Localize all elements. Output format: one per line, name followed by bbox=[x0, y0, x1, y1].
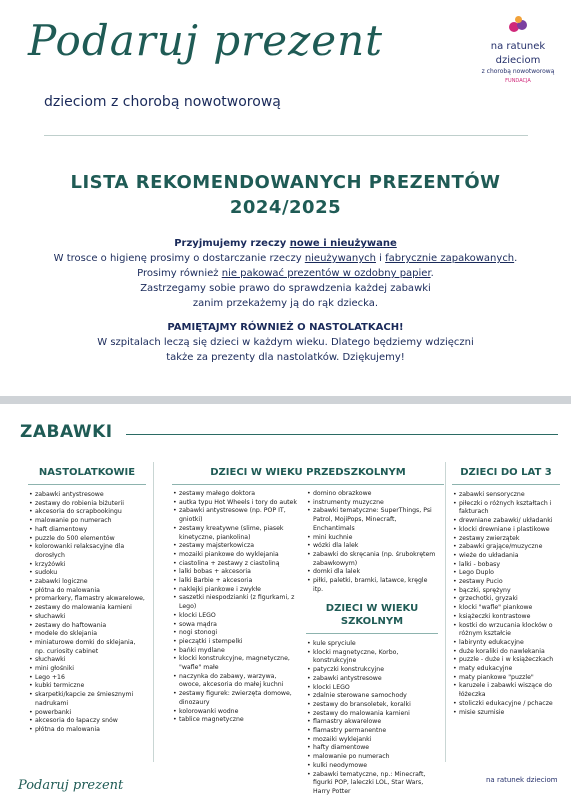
list-item: • kolorowanki relaksacyjne dla dorosłych bbox=[28, 543, 146, 560]
list-item: • lalki Barbie + akcesoria bbox=[172, 577, 298, 586]
list-item: • autka typu Hot Wheels i tory do autek bbox=[172, 499, 298, 508]
list-item: • klocki LEGO bbox=[306, 684, 438, 693]
list-teens bbox=[28, 491, 146, 735]
list-item: • domki dla lalek bbox=[306, 568, 438, 577]
list-school bbox=[306, 640, 438, 797]
list-item: • płótna do malowania bbox=[28, 726, 146, 735]
list-item: • sudoku bbox=[28, 569, 146, 578]
hygiene-underlined-1: nieużywanych bbox=[304, 253, 376, 264]
column-separator bbox=[445, 462, 446, 762]
list-under3 bbox=[452, 491, 560, 717]
subtitle: dzieciom z chorobą nowotworową bbox=[44, 94, 281, 110]
reserve-line-2: zanim przekażemy ją do rąk dziecka. bbox=[192, 298, 379, 309]
logo-text-1: na ratunek bbox=[490, 41, 546, 52]
list-item: • kostki do wrzucania klocków o różnym kształcie bbox=[452, 622, 560, 639]
list-item: • kolorowanki wodne bbox=[172, 708, 298, 717]
list-item: • klocki "wafle" piankowe bbox=[452, 604, 560, 613]
list-item: • bańki mydlane bbox=[172, 647, 298, 656]
main-title-line2: 2024/2025 bbox=[229, 197, 342, 218]
list-item: • malowanie po numerach bbox=[28, 517, 146, 526]
list-item: • akcesoria do scrapbookingu bbox=[28, 508, 146, 517]
logo-text-2: dzieciom bbox=[495, 55, 541, 66]
list-item: • zestawy do malowania kamieni bbox=[28, 604, 146, 613]
list-item: • kubki termiczne bbox=[28, 682, 146, 691]
list-item: • skarpetki/kapcie ze śmiesznymi nadrukami bbox=[28, 691, 146, 708]
list-preschool-b bbox=[306, 490, 438, 594]
column-divider bbox=[28, 484, 146, 485]
logo-text-3: z chorobą nowotworową bbox=[481, 68, 555, 75]
column-divider bbox=[452, 484, 560, 485]
list-item: • saszetki niespodzianki (z figurkami, z Lego) bbox=[172, 594, 298, 611]
list-item: • zestawy kreatywne (slime, piasek kinetyczne, piankolina) bbox=[172, 525, 298, 542]
column-teens bbox=[28, 466, 146, 735]
list-item: • lalki bobas + akcesoria bbox=[172, 568, 298, 577]
list-item: • lalki - bobasy bbox=[452, 561, 560, 570]
hygiene-line bbox=[0, 251, 571, 266]
list-item: • klocki magnetyczne, Korbo, konstrukcyjne bbox=[306, 649, 438, 666]
logo-text-4: FUNDACJA bbox=[505, 78, 531, 84]
list-item: • tablice magnetyczne bbox=[172, 716, 298, 725]
list-item: • zdalnie sterowane samochody bbox=[306, 692, 438, 701]
hygiene-mid: i bbox=[375, 253, 386, 264]
pack-prefix: Prosimy również bbox=[137, 268, 222, 279]
list-item: • akcesoria do łapaczy snów bbox=[28, 717, 146, 726]
column-title-school-1: DZIECI W WIEKU bbox=[325, 603, 419, 614]
hygiene-underlined-2: fabrycznie zapakowanych bbox=[385, 253, 515, 264]
column-separator bbox=[153, 462, 154, 762]
list-item: • piłeczki o różnych kształtach i fakturach bbox=[452, 500, 560, 517]
teen-heading: PAMIĘTAJMY RÓWNIEŻ O NASTOLATKACH! bbox=[167, 322, 404, 333]
list-item: • karuzele i zabawki wiszące do łóżeczka bbox=[452, 682, 560, 699]
list-item: • słuchawki bbox=[28, 613, 146, 622]
list-item: • słuchawki bbox=[28, 656, 146, 665]
list-item: • modele do sklejania bbox=[28, 630, 146, 639]
list-item: • hafty diamentowe bbox=[306, 744, 438, 753]
list-item: • wózki dla lalek bbox=[306, 542, 438, 551]
list-item: • zabawki do skręcania (np. śrubokrętem zabawkowym) bbox=[306, 551, 438, 568]
list-item: • puzzle - duże i w książeczkach bbox=[452, 656, 560, 665]
column-title-under3: DZIECI DO LAT 3 bbox=[460, 467, 552, 478]
list-item: • zabawki sensoryczne bbox=[452, 491, 560, 500]
list-item: • Lego +16 bbox=[28, 674, 146, 683]
list-item: • domino obrazkowe bbox=[306, 490, 438, 499]
list-item: • kulki neodymowe bbox=[306, 762, 438, 771]
list-item: • nogi stonogi bbox=[172, 629, 298, 638]
list-item: • flamastry akwarelowe bbox=[306, 718, 438, 727]
column-title-preschool: DZIECI W WIEKU PRZEDSZKOLNYM bbox=[210, 467, 406, 478]
list-item: • zestawy do haftowania bbox=[28, 622, 146, 631]
list-item: • maty piankowe "puzzle" bbox=[452, 674, 560, 683]
section-title: ZABAWKI bbox=[20, 422, 113, 442]
hygiene-prefix: W trosce o higienę prosimy o dostarczanie rzeczy bbox=[53, 253, 305, 264]
list-item: • ciastolina + zestawy z ciastoliną bbox=[172, 560, 298, 569]
foundation-logo bbox=[478, 16, 558, 84]
list-item: • zabawki grające/muzyczne bbox=[452, 543, 560, 552]
pack-underlined: nie pakować prezentów w ozdobny papier bbox=[221, 268, 431, 279]
list-item: • malowanie po numerach bbox=[306, 753, 438, 762]
list-item: • zestawy do robienia biżuterii bbox=[28, 500, 146, 509]
list-item: • flamastry permanentne bbox=[306, 727, 438, 736]
accept-prefix: Przyjmujemy rzeczy bbox=[174, 238, 290, 249]
footer-script-logo: Podaruj prezent bbox=[18, 778, 124, 793]
list-item: • książeczki kontrastowe bbox=[452, 613, 560, 622]
list-item: • Lego Duplo bbox=[452, 569, 560, 578]
list-item: • mini kuchnie bbox=[306, 534, 438, 543]
list-item: • misie szumisie bbox=[452, 709, 560, 718]
main-title bbox=[0, 170, 571, 220]
list-item: • stoliczki edukacyjne / pchacze bbox=[452, 700, 560, 709]
hygiene-end: . bbox=[514, 253, 518, 264]
list-item: • promarkery, flamastry akwarelowe, bbox=[28, 595, 146, 604]
list-item: • naczynka do zabawy, warzywa, owoce, akcesoria do małej kuchni bbox=[172, 673, 298, 690]
accept-line bbox=[0, 236, 571, 251]
list-item: • duże koraliki do nawlekania bbox=[452, 648, 560, 657]
list-item: • drewniane zabawki/ układanki bbox=[452, 517, 560, 526]
list-item: • sowa mądra bbox=[172, 621, 298, 630]
column-title-school-2: SZKOLNYM bbox=[340, 616, 404, 627]
reserve-line-1: Zastrzegamy sobie prawo do sprawdzenia każdej zabawki bbox=[140, 283, 431, 294]
list-item: • pieczątki i stempelki bbox=[172, 638, 298, 647]
column-divider bbox=[172, 484, 444, 485]
column-preschool-header bbox=[172, 466, 444, 491]
divider bbox=[44, 135, 528, 136]
list-item: • zestawy małego doktora bbox=[172, 490, 298, 499]
column-divider bbox=[306, 633, 438, 634]
list-preschool-a bbox=[172, 490, 298, 725]
list-item: • patyczki konstrukcyjne bbox=[306, 666, 438, 675]
pack-end: . bbox=[430, 268, 434, 279]
list-item: • powerbanki bbox=[28, 709, 146, 718]
list-item: • miniaturowe domki do sklejania, np. curiosity cabinet bbox=[28, 639, 146, 656]
logo-heart-icon bbox=[507, 16, 529, 38]
list-item: • zabawki antystresowe bbox=[306, 675, 438, 684]
footer-foundation-logo: na ratunek dzieciom bbox=[486, 776, 558, 784]
column-title-teens: NASTOLATKOWIE bbox=[38, 467, 136, 478]
list-item: • zabawki tematyczne: SuperThings, Psi Patrol, MojiPops, Minecraft, Enchantimals bbox=[306, 507, 438, 533]
list-item: • zestawy do bransoletek, koralki bbox=[306, 701, 438, 710]
list-item: • zestawy zwierzątek bbox=[452, 535, 560, 544]
list-item: • puzzle do 500 elementów bbox=[28, 535, 146, 544]
teen-line-1: W szpitalach leczą się dzieci w każdym wieku. Dlatego będziemy wdzięczni bbox=[97, 337, 474, 348]
list-item: • krzyżówki bbox=[28, 561, 146, 570]
section-divider bbox=[126, 434, 558, 435]
list-item: • haft diamentowy bbox=[28, 526, 146, 535]
accept-underlined: nowe i nieużywane bbox=[289, 238, 397, 249]
list-item: • piłki, paletki, bramki, latawce, kręgle itp. bbox=[306, 577, 438, 594]
list-item: • wieże do układania bbox=[452, 552, 560, 561]
list-item: • mozaiki wyklejanki bbox=[306, 736, 438, 745]
list-item: • naklejki piankowe i zwykłe bbox=[172, 586, 298, 595]
page-1 bbox=[0, 0, 571, 396]
list-item: • zestawy do malowania kamieni bbox=[306, 710, 438, 719]
list-item: • kule spryciule bbox=[306, 640, 438, 649]
teen-line-2: także za prezenty dla nastolatków. Dziękujemy! bbox=[166, 352, 405, 363]
list-item: • labirynty edukacyjne bbox=[452, 639, 560, 648]
list-item: • zestawy Pucio bbox=[452, 578, 560, 587]
list-item: • płótna do malowania bbox=[28, 587, 146, 596]
list-item: • mini głośniki bbox=[28, 665, 146, 674]
list-item: • zabawki logiczne bbox=[28, 578, 146, 587]
list-item: • instrumenty muzyczne bbox=[306, 499, 438, 508]
pack-line bbox=[0, 266, 571, 281]
list-item: • klocki drewniane i plastikowe bbox=[452, 526, 560, 535]
list-item: • klocki LEGO bbox=[172, 612, 298, 621]
list-item: • zabawki antystresowe bbox=[28, 491, 146, 500]
list-item: • bączki, sprężyny bbox=[452, 587, 560, 596]
list-item: • maty edukacyjne bbox=[452, 665, 560, 674]
list-item: • zestawy majsterkowicza bbox=[172, 542, 298, 551]
list-item: • zestawy figurek: zwierzęta domowe, dinozaury bbox=[172, 690, 298, 707]
list-item: • mozaiki piankowe do wyklejania bbox=[172, 551, 298, 560]
list-item: • klocki konstrukcyjne, magnetyczne, "wafle" małe bbox=[172, 655, 298, 672]
main-title-line1: LISTA REKOMENDOWANYCH PREZENTÓW bbox=[70, 172, 501, 193]
list-item: • grzechotki, gryzaki bbox=[452, 595, 560, 604]
script-title: Podaruj prezent bbox=[28, 16, 383, 65]
column-under3 bbox=[452, 466, 560, 717]
list-item: • zabawki antystresowe (np. POP IT, gniotki) bbox=[172, 507, 298, 524]
list-item: • zabawki tematyczne, np.: Minecraft, figurki POP, laleczki LOL, Star Wars, Harry Potter bbox=[306, 771, 438, 797]
column-school-header bbox=[306, 602, 438, 640]
